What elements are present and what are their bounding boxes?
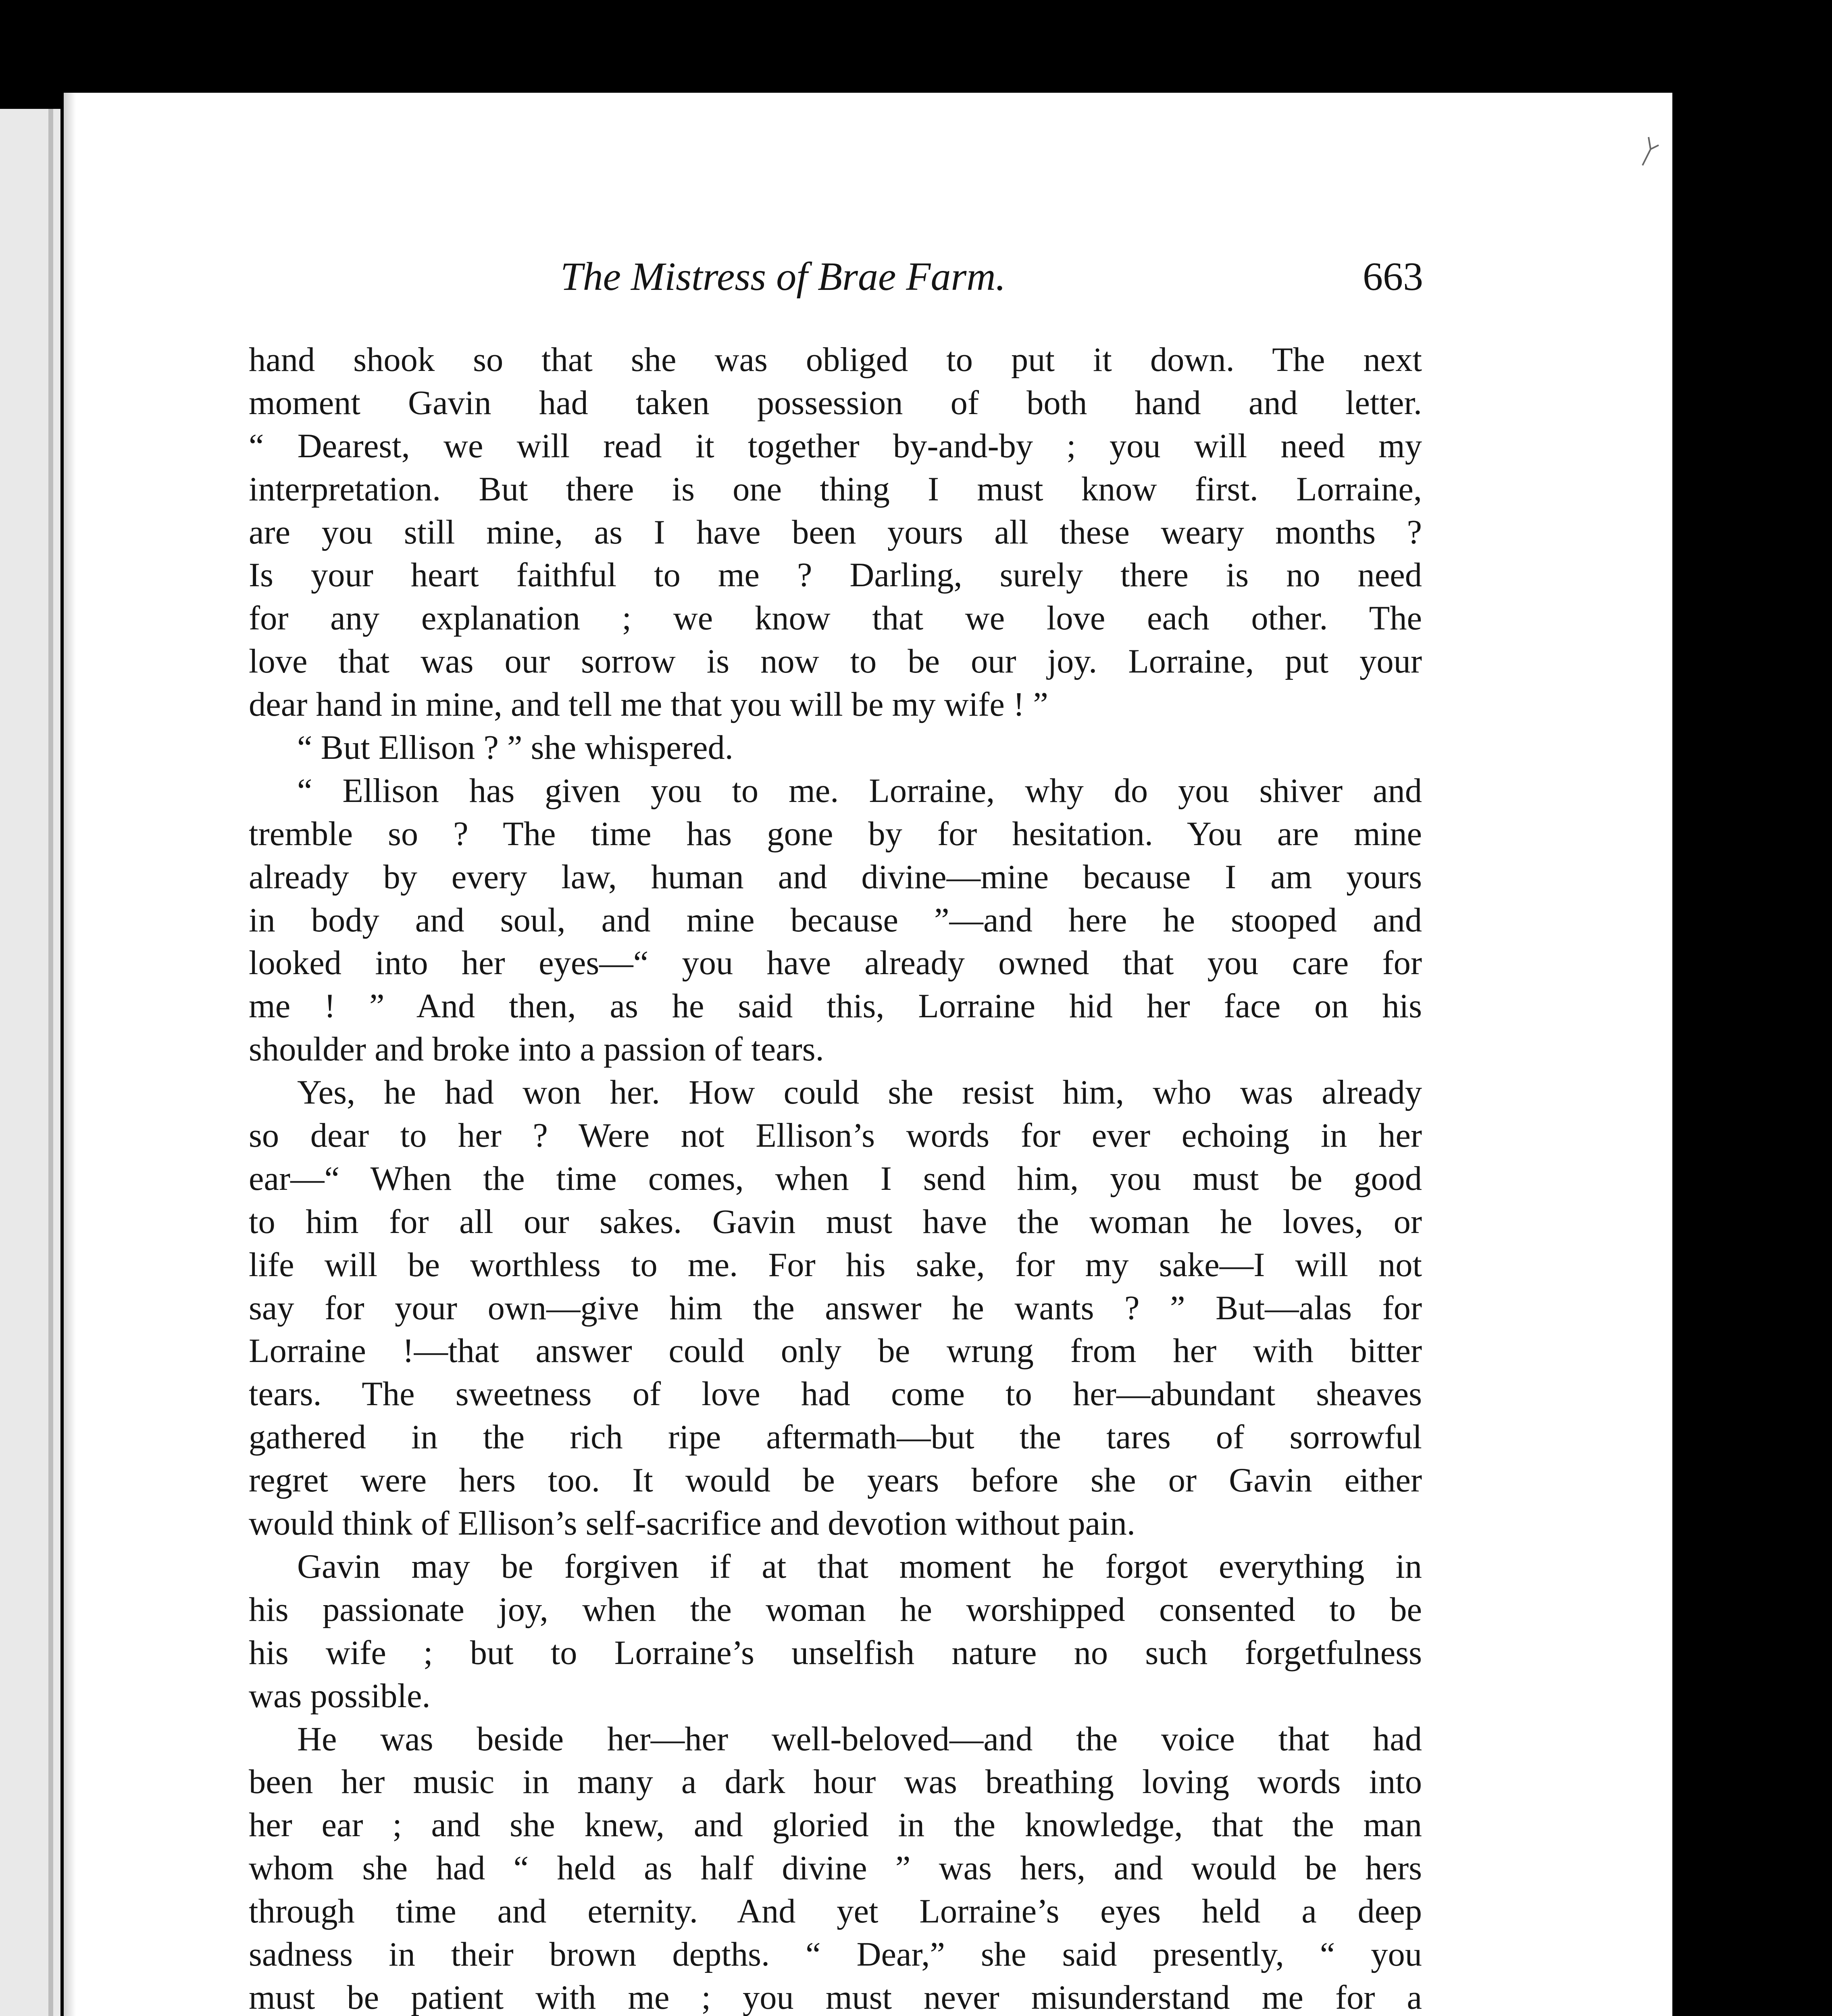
text-line: would think of Ellison’s self-sacrifice and devotion without pain. (249, 1505, 1135, 1543)
text-line: moment Gavin had taken possession of both hand and letter. (249, 384, 1422, 422)
text-line: so dear to her ? Were not Ellison’s words for ever echoing in her (249, 1117, 1422, 1155)
running-header (254, 253, 1423, 310)
text-line: Lorraine !—that answer could only be wrung from her with bitter (249, 1332, 1422, 1370)
text-line: for any explanation ; we know that we love each other. The (249, 600, 1422, 637)
text-line: his wife ; but to Lorraine’s unselfish nature no such forgetfulness (249, 1634, 1422, 1672)
text-line: was possible. (249, 1677, 431, 1715)
text-line: whom she had “ held as half divine ” was hers, and would be hers (249, 1849, 1422, 1887)
text-line: tremble so ? The time has gone by for hesitation. You are mine (249, 815, 1422, 853)
text-line: “ Ellison has given you to me. Lorraine, why do you shiver and (297, 772, 1422, 810)
text-line: his passionate joy, when the woman he worshipped consented to be (249, 1591, 1422, 1629)
page-number: 663 (1363, 254, 1423, 299)
text-line: love that was our sorrow is now to be our joy. Lorraine, put your (249, 643, 1422, 681)
text-line: must be patient with me ; you must never misunderstand me for a (249, 1979, 1422, 2016)
text-line: hand shook so that she was obliged to put it down. The next (249, 341, 1422, 379)
text-line: me ! ” And then, as he said this, Lorraine hid her face on his (249, 987, 1422, 1025)
text-line: been her music in many a dark hour was breathing loving words into (249, 1763, 1422, 1801)
running-title: The Mistress of Brae Farm. (560, 254, 1006, 299)
page-corner-mark-icon (1638, 133, 1663, 169)
text-line: life will be worthless to me. For his sake, for my sake—I will not (249, 1246, 1422, 1284)
text-line: Gavin may be forgiven if at that moment he forgot everything in (297, 1547, 1422, 1585)
text-line: tears. The sweetness of love had come to her—abundant sheaves (249, 1375, 1422, 1413)
text-line: He was beside her—her well-beloved—and the voice that had (297, 1720, 1422, 1758)
text-line: looked into her eyes—“ you have already owned that you care for (249, 944, 1422, 982)
text-line: interpretation. But there is one thing I must know first. Lorraine, (249, 470, 1422, 508)
body-text (249, 339, 1422, 2016)
text-line: already by every law, human and divine—mine because I am yours (249, 858, 1422, 896)
text-line: regret were hers too. It would be years before she or Gavin either (249, 1462, 1422, 1500)
text-line: dear hand in mine, and tell me that you will be my wife ! ” (249, 686, 1048, 724)
previous-page-edge (0, 109, 60, 2016)
text-line: to him for all our sakes. Gavin must have the woman he loves, or (249, 1203, 1422, 1241)
text-line: shoulder and broke into a passion of tears. (249, 1031, 824, 1068)
text-line: say for your own—give him the answer he wants ? ” But—alas for (249, 1289, 1422, 1327)
text-line: Is your heart faithful to me ? Darling, surely there is no need (249, 556, 1422, 594)
text-line: sadness in their brown depths. “ Dear,” she said presently, “ you (249, 1935, 1422, 1973)
text-line: her ear ; and she knew, and gloried in the knowledge, that the man (249, 1806, 1422, 1844)
text-line: through time and eternity. And yet Lorraine’s eyes held a deep (249, 1893, 1422, 1931)
text-line: Yes, he had won her. How could she resist him, who was already (297, 1074, 1422, 1112)
text-line: are you still mine, as I have been yours all these weary months ? (249, 513, 1422, 551)
text-line: in body and soul, and mine because ”—and here he stooped and (249, 901, 1422, 939)
text-line: “ But Ellison ? ” she whispered. (297, 729, 733, 767)
page-gutter-shadow (64, 93, 76, 2016)
text-line: “ Dearest, we will read it together by-and-by ; you will need my (249, 427, 1422, 465)
text-line: gathered in the rich ripe aftermath—but the tares of sorrowful (249, 1418, 1422, 1456)
text-line: ear—“ When the time comes, when I send him, you must be good (249, 1160, 1422, 1198)
